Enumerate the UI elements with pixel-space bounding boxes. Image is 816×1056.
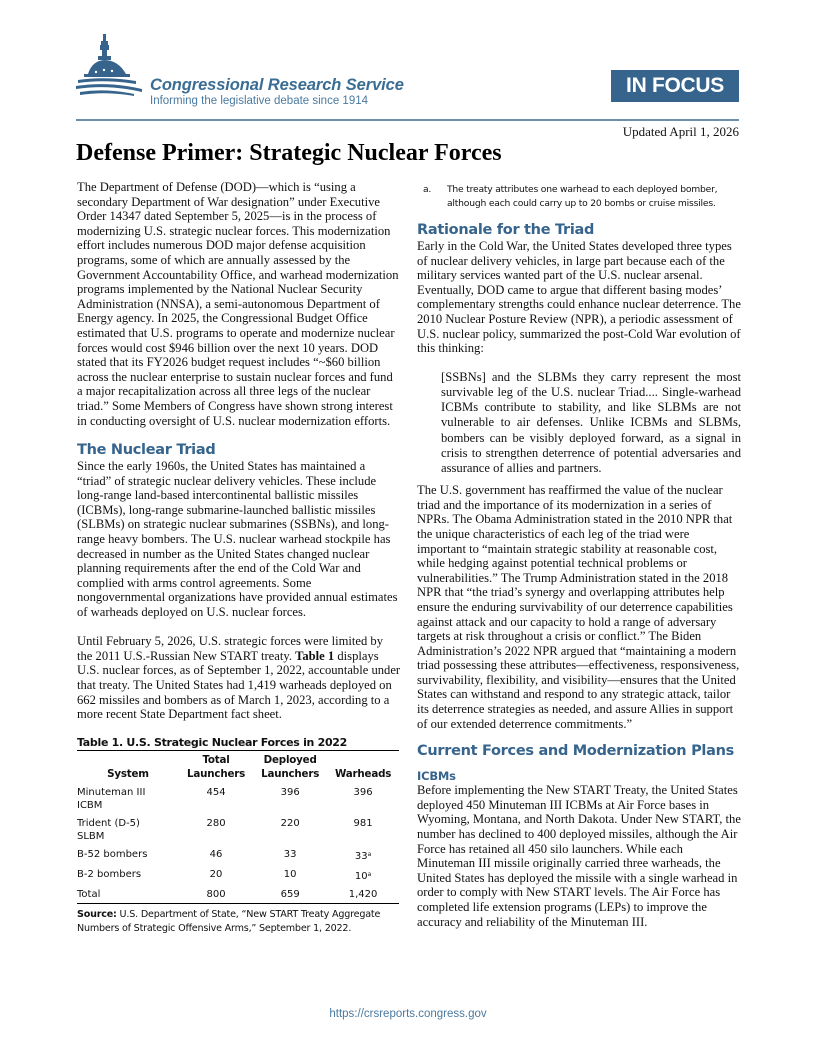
rationale-paragraph-2: The U.S. government has reaffirmed the value of the nuclear triad and the importance of its modernization in a series of NPRs. The Obama Administration stated in the 2010 NPR that the unique characteristics of each leg of the triad were important to “maintain strategic stability at reasonable cost, while hedging against potential technical problems or vulnerabilities.” The Trump Administration stated in the 2018 NPR that “the triad’s synergy and overlapping attributes help ensure the enduring survivability of our deterrence capabilities against attack and our capacity to hold a range of adversary targets at risk throughout a crisis or conflict.” The Biden Administration’s 2022 NPR argued that “maintaining a modern triad possessing these attributes—effectiveness, responsiveness, survivability, flexibility, and visibility—ensures that the United States can withstand and respond to any strategic attack, tailor its deterrence strategies as needed, and assure Allies in support of our extended deterrence commitments.” xyxy=(417,483,740,731)
section-heading-nuclear-triad: The Nuclear Triad xyxy=(77,442,216,459)
updated-date: Updated April 1, 2026 xyxy=(622,124,739,139)
cell-warheads-value: 33 xyxy=(354,850,368,862)
table-row-total xyxy=(77,886,399,904)
table-row xyxy=(77,784,399,815)
table-row xyxy=(77,815,399,846)
footer-url-link[interactable]: https://crsreports.congress.gov xyxy=(329,1008,487,1020)
cell-system: B-2 bombers xyxy=(77,868,142,880)
npr-quote: [SSBNs] and the SLBMs they carry represent the most survivable leg of the U.S. nuclear Triad.... Single-warhead ICBMs contribute to stability, and like SLBMs are not vulnerable to air defenses. Unlike ICBMs and SLBMs, bombers can be visibly deployed forward, as a signal in crisis to strengthen deterrence of potential adversaries and assurance of allies and partners. xyxy=(441,369,741,475)
table-1-reference[interactable]: Table 1 xyxy=(295,648,335,663)
triad-paragraph-2-text-b: displays U.S. nuclear forces, as of September 1, 2022, accountable under that treaty. The United States had 1,419 warheads deployed on 662 missiles and bombers as of March 1, 2023, according to a more recent State Department fact sheet. xyxy=(77,648,401,722)
page-title: Defense Primer: Strategic Nuclear Forces xyxy=(76,140,502,166)
cell-warheads-value: 10 xyxy=(354,870,368,882)
header-warheads: Warheads xyxy=(335,767,392,780)
icbm-paragraph: Before implementing the New START Treaty, the United States deployed 450 Minuteman III ICBMs at Air Force bases in Wyoming, Montana, and North Dakota. Under New START, the number has declined to 400 deployed missiles, although the Air Force has retained all 450 silo launchers. While each Minuteman III missile originally carried three warheads, the United States has deployed the missile with a single warhead in order to comply with New START levels. The Air Force has completed life extension programs (LEPs) to improve the accuracy and reliability of the Minuteman III. xyxy=(417,783,741,929)
cell-system xyxy=(77,784,179,815)
cell-warheads: 396 xyxy=(353,786,373,798)
cell-system-line1: Trident (D-5) xyxy=(77,817,140,829)
cell-system: Total xyxy=(77,886,179,904)
cell-total: 800 xyxy=(179,886,253,904)
header-warheads-spacer xyxy=(327,750,399,767)
intro-paragraph: The Department of Defense (DOD)—which is “using a secondary Department of War designation” under Executive Order 14347 dated September 5, 2025—is in the process of modernizing U.S. strategic nuclear forces. This modernization effort includes numerous DOD major defense acquisition programs, some of which are annually assessed by the Government Accountability Office, and warhead modernization programs implemented by the National Nuclear Security Administration (NNSA), a semi-autonomous Department of Energy agency. In 2025, the Congressional Budget Office estimated that U.S. programs to operate and modernize nuclear forces would cost $946 billion over the next 10 years. DOD stated that its FY2026 budget request includes “~$60 billion across the nuclear enterprise to sustain nuclear forces and fund a major recapitalization across all three legs of the nuclear triad.” Some Members of Congress have shown strong interest in conducting oversight of U.S. nuclear modernization efforts. xyxy=(77,180,399,428)
org-name: Congressional Research Service xyxy=(150,76,404,94)
table-source xyxy=(77,908,401,936)
header-total-line1: Total xyxy=(179,750,253,767)
header-system: System xyxy=(107,767,149,780)
table-row xyxy=(77,866,399,886)
footnote-marker[interactable]: a xyxy=(367,870,372,878)
cell-deployed: 33 xyxy=(283,848,297,860)
source-text: U.S. Department of State, “New START Treaty Aggregate Numbers of Strategic Offensive Arms,” September 1, 2022. xyxy=(77,908,381,934)
cell-total: 20 xyxy=(209,868,223,880)
cell-system-line2: SLBM xyxy=(77,830,105,842)
nuclear-forces-table xyxy=(77,750,399,904)
cell-deployed: 659 xyxy=(253,886,327,904)
cell-deployed: 10 xyxy=(283,868,297,880)
cell-warheads: 981 xyxy=(353,817,373,829)
cell-system xyxy=(77,815,179,846)
cell-system: B-52 bombers xyxy=(77,848,148,860)
table-footnote xyxy=(423,183,741,211)
capitol-dome-icon xyxy=(74,34,154,98)
org-tagline: Informing the legislative debate since 1914 xyxy=(150,95,369,107)
footnote-mark: a. xyxy=(423,184,432,195)
header-total-line2: Launchers xyxy=(187,767,246,780)
left-column xyxy=(77,180,401,936)
cell-system-line1: Minuteman III xyxy=(77,786,146,798)
triad-paragraph-2-text-a: Until February 5, 2026, U.S. strategic forces were limited by the 2011 U.S.-Russian New START treaty. xyxy=(77,634,384,663)
header-system-spacer xyxy=(77,750,179,767)
subheading-icbms: ICBMs xyxy=(417,769,456,784)
cell-deployed: 396 xyxy=(280,786,300,798)
triad-paragraph-1: Since the early 1960s, the United States has maintained a “triad” of strategic nuclear delivery vehicles. These include long-range land-based intercontinental ballistic missiles (ICBMs), long-range submarine-launched ballistic missiles (SLBMs) on strategic nuclear submarines (SSBNs), and long-range heavy bombers. The U.S. nuclear warhead stockpile has decreased in number as the United States changed nuclear planning requirements after the end of the Cold War and complied with arms control agreements. Some nongovernmental organizations have provided annual estimates of warheads deployed on U.S. nuclear forces. xyxy=(77,459,398,620)
header-divider xyxy=(76,119,739,121)
cell-system-line2: ICBM xyxy=(77,799,103,811)
cell-warheads: 1,420 xyxy=(327,886,399,904)
header-deployed-line2: Launchers xyxy=(261,767,320,780)
header-deployed-line1: Deployed xyxy=(253,750,327,767)
cell-total: 46 xyxy=(209,848,223,860)
cell-warheads xyxy=(327,866,399,886)
section-heading-rationale: Rationale for the Triad xyxy=(417,222,595,238)
table-title: Table 1. U.S. Strategic Nuclear Forces in 2022 xyxy=(77,735,348,749)
in-focus-badge: IN FOCUS xyxy=(611,70,739,102)
cell-total: 280 xyxy=(206,817,226,829)
cell-total: 454 xyxy=(206,786,226,798)
table-row xyxy=(77,846,399,866)
source-label: Source: xyxy=(77,908,117,920)
right-column xyxy=(417,180,741,929)
section-heading-current-forces: Current Forces and Modernization Plans xyxy=(417,743,734,760)
footnote-text: The treaty attributes one warhead to each deployed bomber, although each could carry up to 20 bombs or cruise missiles. xyxy=(447,184,718,209)
triad-paragraph-2 xyxy=(77,634,401,722)
cell-deployed: 220 xyxy=(280,817,300,829)
footnote-marker[interactable]: a xyxy=(367,850,372,858)
cell-warheads xyxy=(327,846,399,866)
rationale-paragraph-1: Early in the Cold War, the United States developed three types of nuclear delivery vehicles, in large part because each of the military services wanted part of the U.S. nuclear arsenal. Eventually, DOD came to argue that different basing modes’ complementary strengths could enhance nuclear deterrence. The 2010 Nuclear Posture Review (NPR), a periodic assessment of U.S. nuclear policy, summarized the post-Cold War evolution of this thinking: xyxy=(417,239,741,356)
